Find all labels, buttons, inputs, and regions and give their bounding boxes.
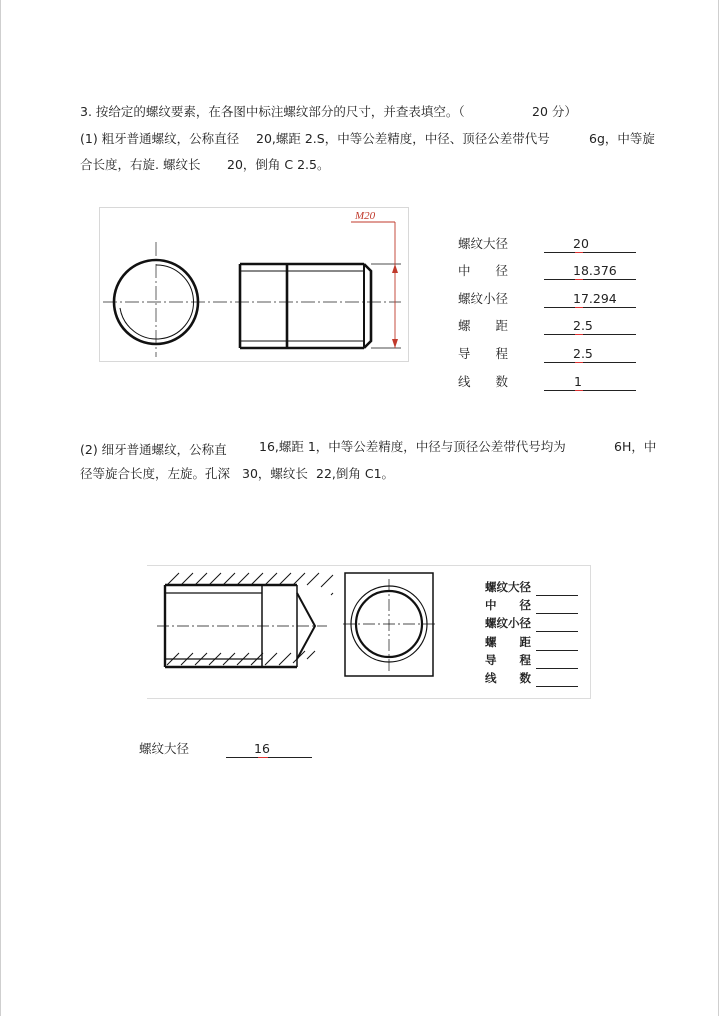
part1-text-d: 合长度，右旋. 螺纹长 — [80, 157, 201, 172]
part2-text-b: 16,螺距 1，中等公差精度，中径与顶径公差带代号均为 — [259, 439, 566, 454]
table1-value: 1 — [574, 374, 582, 389]
figure2-blank-line — [536, 631, 578, 632]
table1-answer-field — [544, 237, 636, 253]
figure2-blank-line — [536, 613, 578, 614]
part2-text-e: 30，螺纹长 — [242, 466, 308, 481]
part1-text-c: 6g，中等旋 — [589, 131, 655, 146]
figure2-blank-line — [536, 686, 578, 687]
figure2-label: 螺 距 — [485, 635, 531, 649]
part1-text-b: 20,螺距 2.S，中等公差精度，中径、顶径公差带代号 — [256, 131, 550, 146]
figure2-label: 螺纹大径 — [485, 580, 531, 594]
table1-label: 螺纹大径 — [458, 236, 509, 251]
part2-text-c: 6H，中 — [614, 439, 657, 454]
figure2-blank-line — [536, 650, 578, 651]
table1-label: 螺纹小径 — [458, 291, 509, 306]
table1-value: 2.5 — [573, 346, 593, 361]
m20-dimension-label: M20 — [355, 210, 376, 222]
table1-label: 导 程 — [458, 346, 509, 361]
table1-answer-field — [544, 319, 636, 335]
table1-answer-field — [544, 375, 636, 391]
table1-label: 中 径 — [458, 263, 509, 278]
figure2-label: 导 程 — [485, 653, 531, 667]
part2-text-f: 22,倒角 C1。 — [316, 466, 395, 481]
part2-text-d: 径等旋合长度，左旋。孔深 — [80, 466, 231, 481]
figure2-blank-line — [536, 595, 578, 596]
table1-value: 2.5 — [573, 318, 593, 333]
answer-value: 16 — [254, 741, 270, 756]
answer-field — [226, 742, 312, 758]
table1-value: 20 — [573, 236, 589, 251]
figure2-label: 中 径 — [485, 598, 531, 612]
table1-answer-field — [544, 347, 636, 363]
table1-label: 线 数 — [458, 374, 509, 389]
part1-text-e: 20，倒角 C 2.5。 — [227, 157, 330, 172]
table1-answer-field — [544, 292, 636, 308]
part1-text-a: (1) 粗牙普通螺纹，公称直径 — [80, 131, 240, 146]
figure2-label: 线 数 — [485, 671, 531, 685]
part2-text-a: (2) 细牙普通螺纹，公称直 — [80, 442, 227, 457]
external-thread-figure — [99, 207, 409, 363]
table1-answer-field — [544, 264, 636, 280]
problem-header: 3. 按给定的螺纹要素，在各图中标注螺纹部分的尺寸，并查表填空。（ — [80, 104, 465, 119]
figure2-blank-line — [536, 668, 578, 669]
problem-score: 20 分） — [532, 104, 577, 119]
table1-value: 17.294 — [573, 291, 617, 306]
answer-label: 螺纹大径 — [139, 741, 190, 756]
table1-value: 18.376 — [573, 263, 617, 278]
figure2-label: 螺纹小径 — [485, 616, 531, 630]
table1-label: 螺 距 — [458, 318, 509, 333]
